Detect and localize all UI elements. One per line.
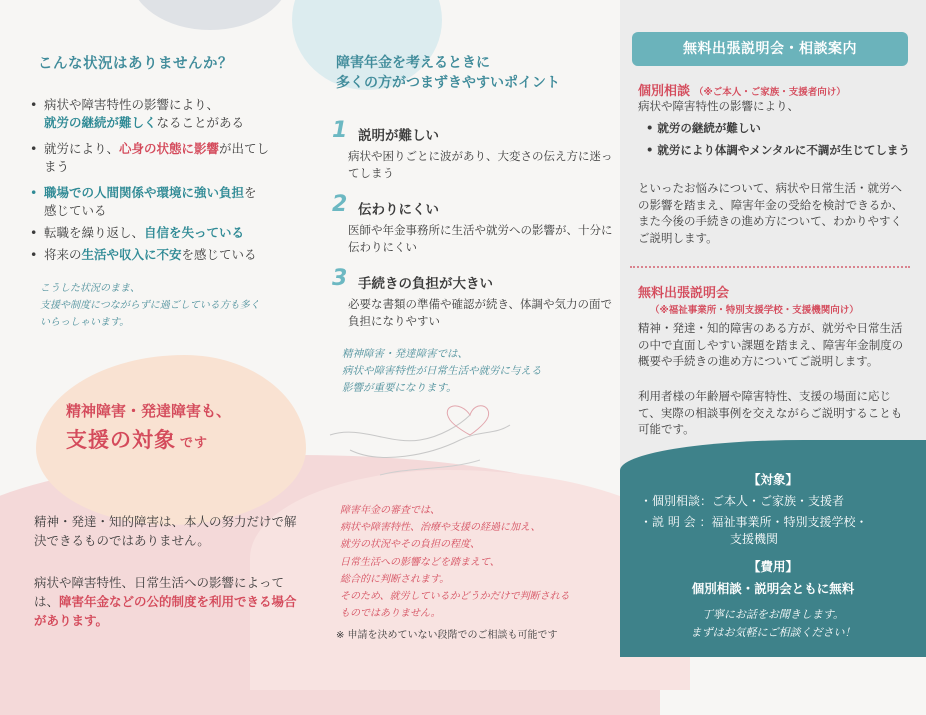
bullet-item: • 病状や障害特性の影響により、 就労の継続が難しくなることがある [30,97,245,130]
point-body: 病状や困りごとに波があり、大変さの伝え方に迷ってしまう [348,149,613,180]
info-header-badge: 無料出張説明会・相談案内 [632,32,908,66]
point-body: 必要な書類の準備や確認が続き、体調や気力の面で負担になりやすい [348,297,613,328]
handwritten-note: こうした状況のまま、 支援や制度につながらずに過ごしている方も多く いらっしゃいます。 [40,283,260,328]
bullet-item: • 就労により、心身の状態に影響が出てし まう [30,141,270,174]
left-section-title: こんな状況はありませんか？ [38,56,233,72]
closing-message: まずはお気軽にご相談ください！ [690,626,856,639]
fee-heading: 【費用】 [747,559,798,574]
point-title: 伝わりにくい [358,202,439,218]
target-item: ・個別相談：ご本人・ご家族・支援者 [640,494,845,508]
paragraph: 精神・発達・知的障害のある方が、就労や日常生活の中で直面しやすい課題を踏まえ、障害年金制度の概要や手続きの進め方についてご説明します。 [638,321,904,368]
point-body: 医師や年金事務所に生活や就労への影響が、十分に伝わりにくい [348,223,613,254]
fee-text: 個別相談・説明会ともに無料 [691,581,855,596]
point-number: 1 [332,118,348,143]
bullet-item: • 職場での人間関係や環境に強い負担を 感じている [30,185,257,218]
point-title: 手続きの負担が大きい [358,276,493,292]
target-item: 支援機関 [730,532,779,546]
hands-heart-illustration [320,395,520,485]
middle-section-title: 多くの方がつまずきやすいポイント [336,75,560,91]
bullet-item: • 将来の生活や収入に不安を感じている [30,247,257,262]
decorative-blob [130,0,290,30]
seminar-subtitle: （※福祉事業所・特別支援学校・支援機関向け） [650,305,859,316]
handwritten-note: 障害年金の審査では、 病状や障害特性、治療や支援の経過に加え、 就労の状況やその負担の程度、 日常生活への影響などを踏まえて、 総合的に判断されます。 そのため、就労しているかどうかだけで判断される ものではありません。 [340,505,570,620]
support-heading: 精神障害・発達障害も、 [66,402,232,420]
list-item: • 就労により体調やメンタルに不調が生じてしまう [646,143,910,157]
bullet-item: • 転職を繰り返し、自信を失っている [30,225,245,240]
paragraph: 病状や障害特性、日常生活への影響によっては、障害年金などの公的制度を利用できる場合があります。 [34,575,297,628]
point-title: 説明が難しい [358,128,439,144]
paragraph: 病状や障害特性の影響により、 [638,99,799,113]
support-target-heading: 支援の対象 です [66,428,209,452]
individual-consult-title: 個別相談 （※ご本人・ご家族・支援者向け） [638,84,846,99]
paragraph: といったお悩みについて、病状や日常生活・就労への影響を踏まえ、障害年金の受給を検討できるか、また今後の手続きの進め方について、わかりやすくご説明します。 [638,181,904,245]
handwritten-note: 精神障害・発達障害では、 病状や障害特性が日常生活や就労に与える 影響が重要になります。 [342,348,542,394]
point-number: 2 [332,192,348,217]
list-item: • 就労の継続が難しい [646,121,761,135]
footnote: ※ 申請を決めていない段階でのご相談も可能です [336,630,558,641]
closing-message: 丁寧にお話をお聞きします。 [701,608,845,621]
middle-section-title: 障害年金を考えるときに [336,55,490,71]
divider [630,266,910,268]
target-heading: 【対象】 [747,472,798,487]
target-item: ・説 明 会 ：福祉事業所・特別支援学校・ [640,515,868,529]
point-number: 3 [332,266,348,291]
seminar-title: 無料出張説明会 [638,286,730,301]
paragraph: 利用者様の年齢層や障害特性、支援の場面に応じて、実際の相談事例を交えながらご説明することも可能です。 [638,389,903,436]
paragraph: 精神・発達・知的障害は、本人の努力だけで解決できるものではありません。 [34,514,297,548]
